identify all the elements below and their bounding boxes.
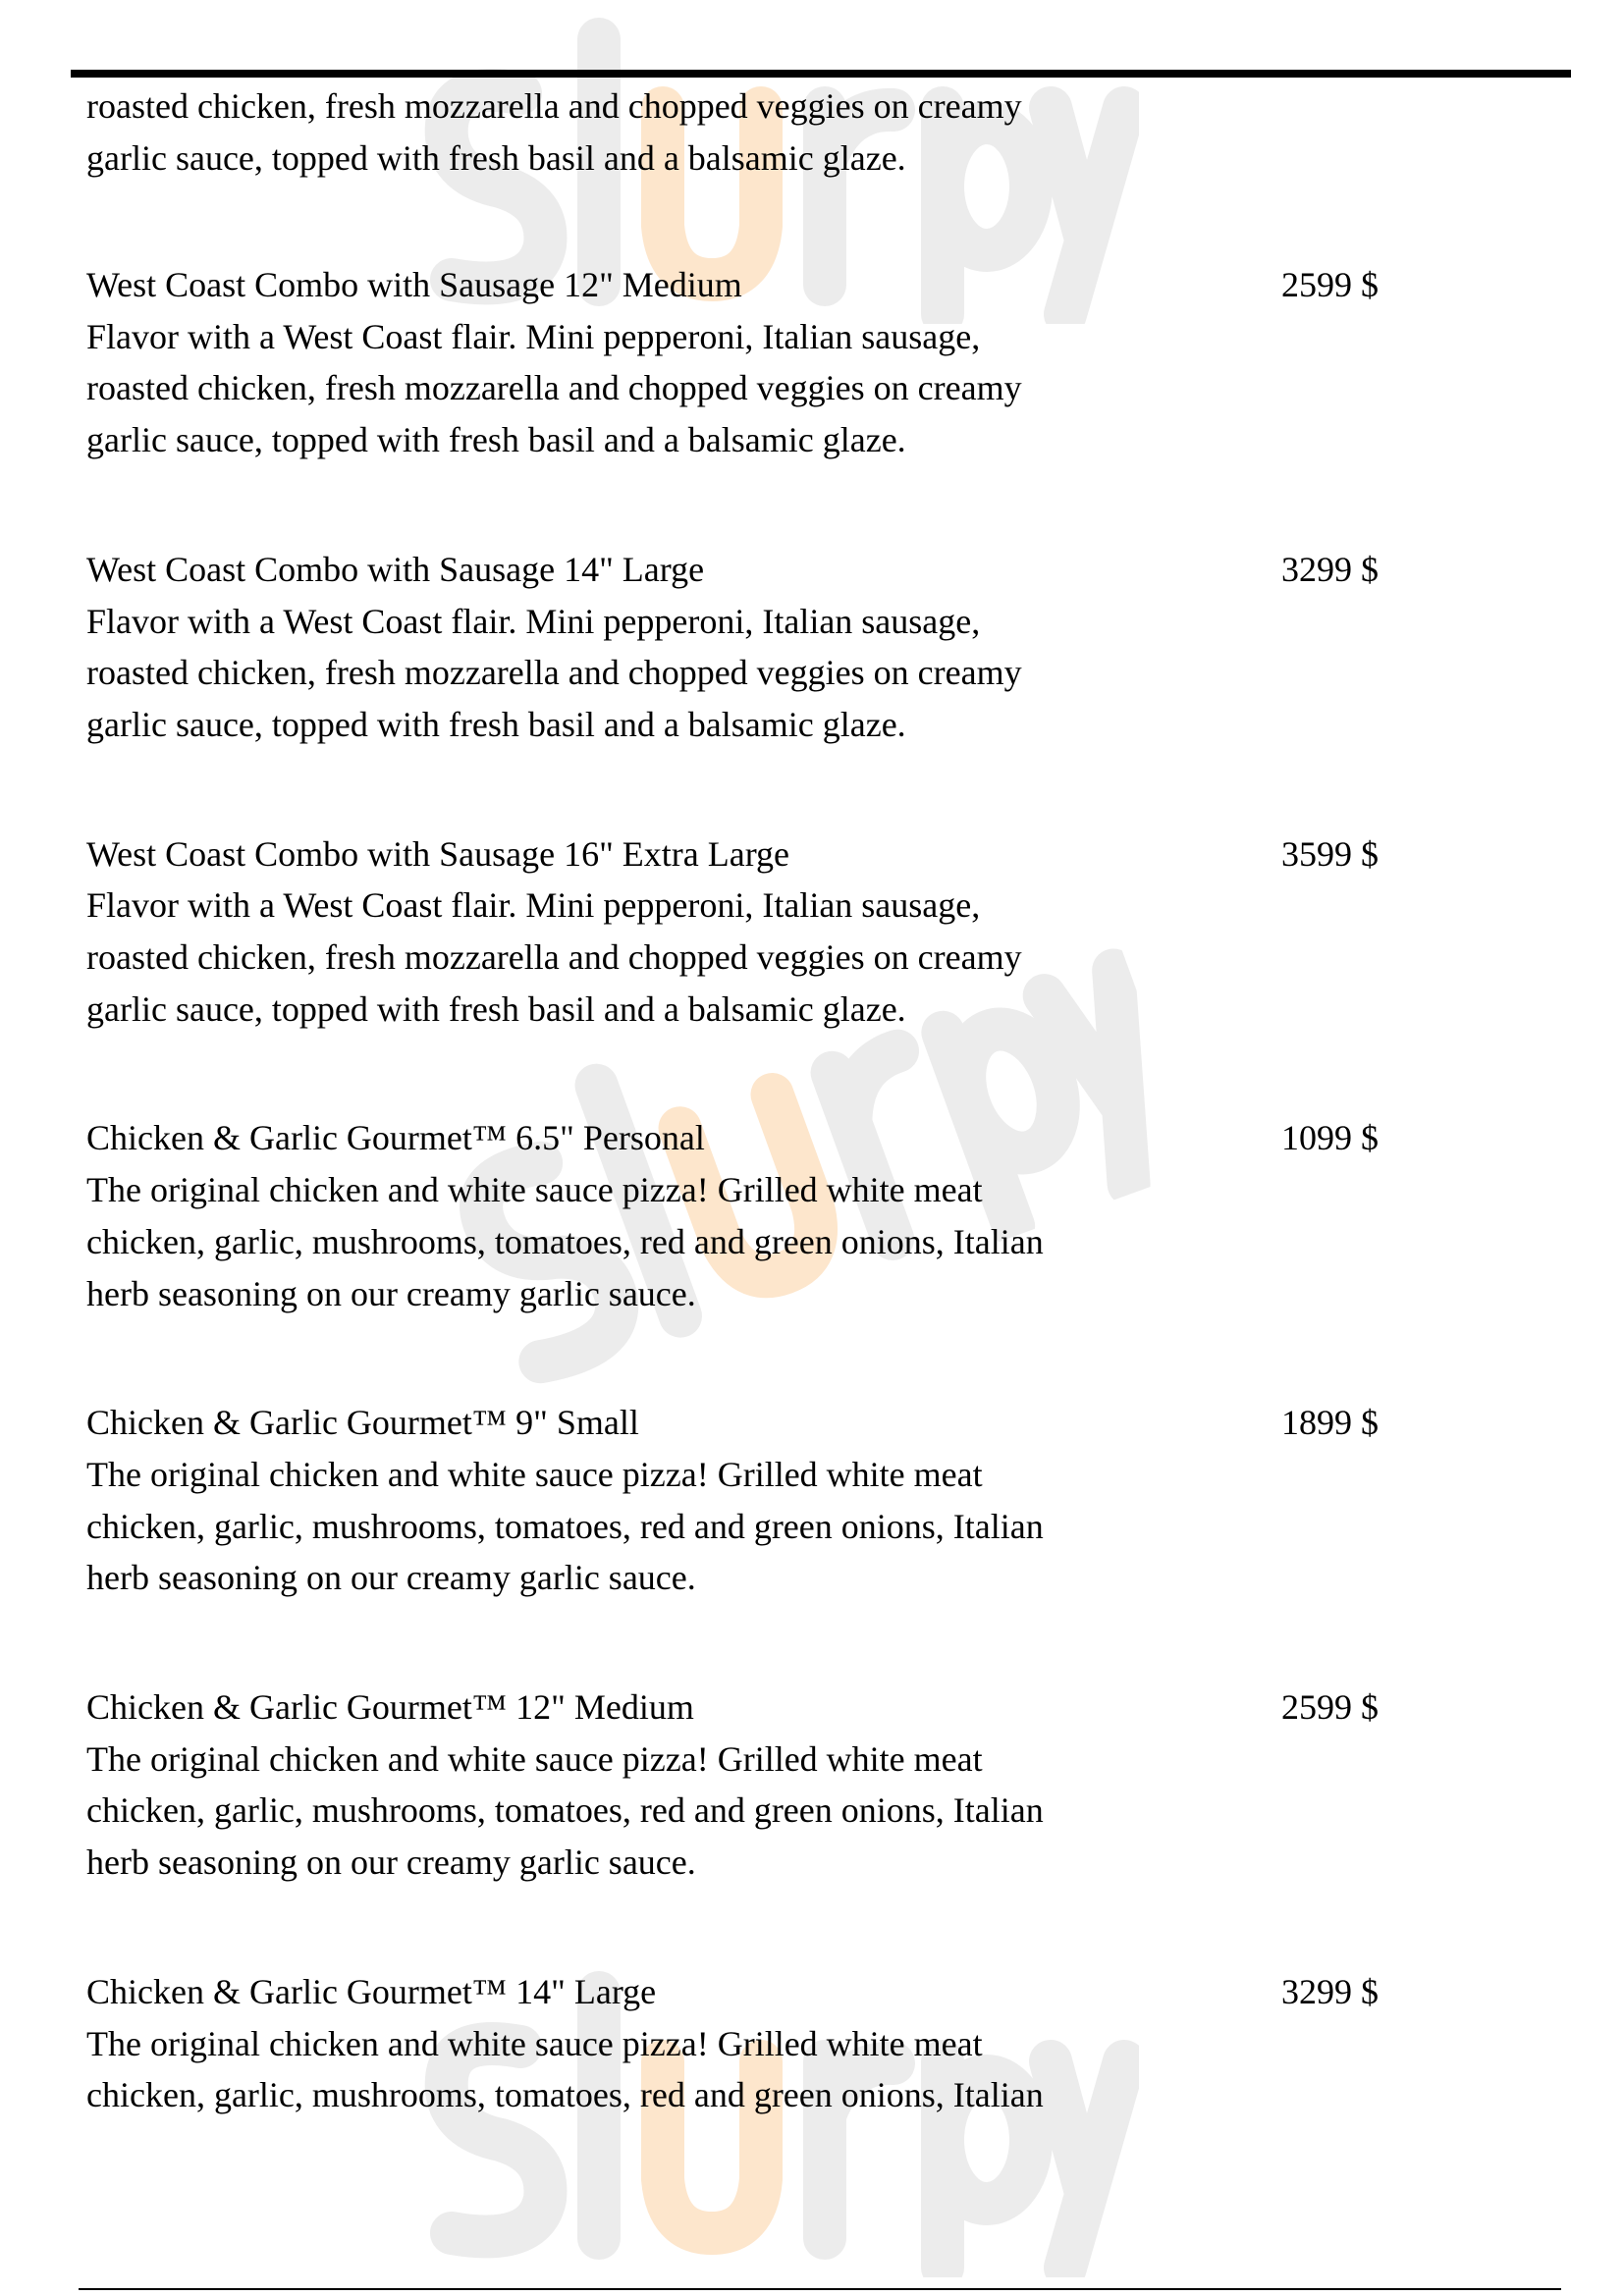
item-description-line: chicken, garlic, mushrooms, tomatoes, red and green onions, Italian <box>86 1506 1044 1546</box>
item-price: 3299 $ <box>1281 1971 1379 2011</box>
item-title: West Coast Combo with Sausage 12" Medium <box>86 265 742 304</box>
menu-item <box>86 1682 1559 1889</box>
item-price: 1099 $ <box>1281 1118 1379 1158</box>
menu-item <box>86 544 1559 751</box>
item-description-line: The original chicken and white sauce pizza! Grilled white meat <box>86 1170 983 1210</box>
bottom-divider <box>79 2288 1561 2290</box>
item-title: West Coast Combo with Sausage 14" Large <box>86 549 705 589</box>
item-description-line: The original chicken and white sauce pizza! Grilled white meat <box>86 1454 983 1494</box>
menu-item <box>86 1966 1559 2121</box>
item-description-line: chicken, garlic, mushrooms, tomatoes, red and green onions, Italian <box>86 1221 1044 1261</box>
item-title: Chicken & Garlic Gourmet™ 6.5" Personal <box>86 1118 705 1158</box>
item-description-line: garlic sauce, topped with fresh basil and a balsamic glaze. <box>86 420 906 460</box>
menu-item-continued <box>86 80 1559 184</box>
item-description-line: roasted chicken, fresh mozzarella and chopped veggies on creamy <box>86 368 1022 408</box>
item-description-line: garlic sauce, topped with fresh basil and a balsamic glaze. <box>86 137 906 178</box>
item-description-line: herb seasoning on our creamy garlic sauce. <box>86 1273 696 1313</box>
menu-item <box>86 259 1559 466</box>
item-description-line: herb seasoning on our creamy garlic sauce. <box>86 1558 696 1598</box>
item-price: 1899 $ <box>1281 1403 1379 1443</box>
item-description-line: Flavor with a West Coast flair. Mini pepperoni, Italian sausage, <box>86 601 981 641</box>
menu-item <box>86 1112 1559 1319</box>
item-description-line: roasted chicken, fresh mozzarella and chopped veggies on creamy <box>86 937 1022 978</box>
item-title: West Coast Combo with Sausage 16" Extra Large <box>86 833 790 874</box>
menu-items <box>86 259 1559 2121</box>
item-description-line: roasted chicken, fresh mozzarella and chopped veggies on creamy <box>86 653 1022 693</box>
menu-list <box>86 80 1559 2199</box>
item-price: 2599 $ <box>1281 1687 1379 1728</box>
item-title: Chicken & Garlic Gourmet™ 9" Small <box>86 1403 639 1443</box>
item-title: Chicken & Garlic Gourmet™ 12" Medium <box>86 1687 694 1728</box>
item-description-line: Flavor with a West Coast flair. Mini pepperoni, Italian sausage, <box>86 316 981 356</box>
item-description-line: Flavor with a West Coast flair. Mini pepperoni, Italian sausage, <box>86 885 981 926</box>
item-description-line: chicken, garlic, mushrooms, tomatoes, red and green onions, Italian <box>86 1790 1044 1831</box>
item-description-line: garlic sauce, topped with fresh basil and a balsamic glaze. <box>86 988 906 1029</box>
item-description-line: herb seasoning on our creamy garlic sauce. <box>86 1842 696 1883</box>
item-title: Chicken & Garlic Gourmet™ 14" Large <box>86 1971 657 2011</box>
item-price: 2599 $ <box>1281 265 1379 304</box>
item-description-line: roasted chicken, fresh mozzarella and chopped veggies on creamy <box>86 86 1022 126</box>
item-description-line: garlic sauce, topped with fresh basil and a balsamic glaze. <box>86 704 906 744</box>
item-price: 3299 $ <box>1281 549 1379 589</box>
item-description-line: The original chicken and white sauce pizza! Grilled white meat <box>86 1738 983 1779</box>
menu-item <box>86 1397 1559 1604</box>
top-divider <box>71 70 1571 78</box>
item-price: 3599 $ <box>1281 833 1379 874</box>
item-description-line: chicken, garlic, mushrooms, tomatoes, red and green onions, Italian <box>86 2075 1044 2115</box>
item-description-line: The original chicken and white sauce pizza! Grilled white meat <box>86 2023 983 2063</box>
menu-item <box>86 828 1559 1036</box>
